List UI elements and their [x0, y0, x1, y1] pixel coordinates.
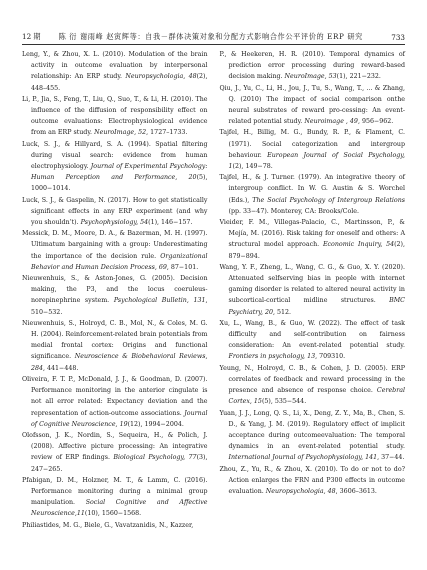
reference-pages: , 87−101. — [166, 263, 199, 271]
reference-pages: , 956−962. — [357, 118, 394, 126]
reference-text: Oliveira, F. T. P., McDonald, J. J., & Goodman, D. (2007). Performance monitoring in the anterior cingulate is not all error related: Expectancy deviation and the representation of action-outcome associations. — [22, 375, 208, 417]
reference-source: Neuropsychologia, 48 — [125, 73, 197, 81]
reference-entry — [22, 195, 208, 229]
reference-text: Yeung, N., Holroyd, C. B., & Cohen, J. D. (2005). ERP correlates of feedback and reward processing in the presence and absence of response choice. — [219, 364, 405, 395]
reference-pages: (2), 879−894. — [228, 241, 405, 260]
reference-text: Vieider, F. M., Villegas-Palacio, C., Martinsson, P., & Mejía, M. (2016). Risk taking for oneself and others: A structural model approach. — [219, 219, 405, 249]
reference-entry — [22, 228, 208, 273]
reference-source: NeuroImage, 53 — [284, 73, 337, 81]
reference-text: Luck, S. J., & Hillyard, S. A. (1994). Spatial filtering during visual search: evidence from human electrophysiology. — [22, 140, 208, 171]
reference-entry — [22, 94, 208, 139]
reference-source: International Journal of Psychophysiology, 141 — [228, 454, 378, 462]
reference-entry — [220, 318, 406, 363]
reference-text: Olofsson, J. K., Nordin, S., Sequeira, H., & Polich, J. (2008). Affective picture processing: An integrative review of ERP findings. — [22, 431, 208, 462]
reference-pages: (1), 146−157. — [148, 219, 193, 227]
reference-entry — [22, 273, 208, 318]
reference-source: European Journal of Social Psychology, 1 — [228, 151, 405, 171]
reference-entry — [22, 430, 208, 475]
reference-entry — [220, 172, 406, 217]
reference-source: Psychological Bulletin, 131 — [113, 297, 206, 305]
reference-source: Organizational Behavior and Human Decision Process, 69 — [31, 252, 208, 271]
reference-pages: (2), 448–455. — [31, 73, 208, 92]
reference-source: Neuropsychologia, 48 — [265, 487, 336, 495]
running-title: 陈 衍 谢雨峰 赵寅辉等：自我－群体决策对象和分配方式影响合作公平评价的 ERP 研究 — [58, 32, 363, 41]
reference-source: BMC Psychiatry, 20 — [228, 297, 405, 316]
reference-entry — [22, 49, 208, 94]
reference-pages: (12), 1994−2004. — [127, 420, 184, 428]
page-number: 733 — [391, 32, 405, 42]
references-columns — [22, 49, 405, 531]
reference-entry — [22, 475, 208, 520]
reference-entry — [220, 464, 406, 498]
reference-pages: (5), 1000−1014. — [31, 174, 208, 193]
reference-pages: , 510−532. — [31, 297, 208, 316]
reference-source: Economic Inquiry, 54 — [322, 241, 395, 249]
reference-text: Nieuwenhuis, S., Holroyd, C. B., Mol, N., & Coles, M. G. H. (2004). Reinforcement-related brain potentials from medial frontal cortex: Origins and functional significance. — [22, 319, 208, 361]
reference-entry — [22, 318, 208, 374]
reference-source: Neuroimage , 49 — [304, 118, 358, 126]
reference-pages: (3), 247−265. — [31, 454, 208, 473]
right-column — [220, 49, 406, 531]
reference-source: Cerebral Cortex, 15 — [228, 387, 405, 406]
reference-source: Frontiers in psychology, 13 — [228, 353, 316, 361]
reference-entry — [220, 363, 406, 408]
reference-text: Tajfel, H., & J. Turner. (1979). An integrative theory of intergroup conflict. In W. G. Austin & S. Worchel (Eds.), — [219, 174, 405, 204]
header-rule — [22, 44, 405, 45]
reference-source: Journal of Cognitive Neuroscience, 19 — [31, 409, 208, 428]
reference-source: Journal of Experimental Psychology: Human Perception and Performance, 20 — [31, 163, 208, 182]
reference-pages: (1), 221−232. — [336, 73, 381, 81]
reference-text: Zhou, Z., Yu, R., & Zhou, X. (2010). To do or not to do? Action enlarges the FRN and P300 effects in outcome evaluation. — [219, 465, 405, 495]
reference-pages: (10), 1560−1568. — [84, 510, 142, 518]
reference-text: Li, P., Jia, S., Feng, T., Liu, Q., Suo, T., & Li, H. (2010). The influence of the diffusion of responsibility effect on outcome evaluations: Electrophysiological evidence from an ERP study. — [22, 95, 208, 137]
reference-pages: (5), 535−544. — [261, 398, 307, 406]
reference-text: Luck, S. J., & Gaspelin, N. (2017). How to get statistically significant effects in any ERP experiment (and why you shouldn’t). — [22, 196, 208, 227]
reference-pages: , 709310. — [315, 353, 346, 361]
reference-entry — [22, 374, 208, 430]
reference-entry — [220, 83, 406, 128]
reference-text: Nieuwenhuis, S., & Aston-Jones, G. (2005). Decision making, the P3, and the locus coeruleus-norepinephrine system. — [22, 275, 208, 305]
reference-entry — [220, 262, 406, 318]
reference-entry — [220, 408, 406, 464]
reference-source: Psychophysiology, 54 — [80, 219, 149, 227]
reference-source: Social Cognitive and Affective Neuroscience,11 — [31, 499, 208, 518]
reference-text: Pfabigan, D. M., Holzner, M. T., & Lamm, C. (2016). Performance monitoring during a minimal group manipulation. — [22, 476, 208, 507]
reference-source: Biological Psychology, 77 — [113, 454, 197, 462]
issue-label: 12 期 — [22, 32, 41, 41]
running-header — [22, 30, 405, 44]
reference-text: Leng, Y., & Zhou, X. L. (2010). Modulation of the brain activity in outcome evaluation by interpersonal relationship: An ERP study. — [22, 51, 208, 81]
reference-pages: (pp. 33−47). Monterey, CA: Brooks/Cole. — [228, 207, 360, 215]
reference-entry — [22, 139, 208, 195]
reference-source: NeuroImage, 52 — [94, 129, 147, 137]
reference-text: Philiastides, M. G., Biele, G., Vavatzanidis, N., Kazzer, — [22, 521, 194, 529]
reference-pages: , 3606–3613. — [335, 487, 377, 495]
reference-text: Qiu, J., Yu, C., Li, H., Jou, J., Tu, S., Wang, T., ... & Zhang, Q. (2010) The impact of social comparison onthe neural substrates of reward pro-cessing: An event-related potential study. — [219, 84, 405, 126]
reference-entry — [220, 49, 406, 83]
reference-pages: , 441−448. — [43, 364, 79, 372]
reference-text: Messick, D. M., Moore, D. A., & Bazerman, M. H. (1997). Ultimatum bargaining with a group: Underestimating the importance of the decision rule. — [22, 230, 208, 260]
reference-text: P., & Heekeren, H. R. (2010). Temporal dynamics of prediction error processing during reward-based decision making. — [219, 51, 405, 81]
left-column — [22, 49, 208, 531]
reference-pages: , 1727–1733. — [146, 129, 188, 137]
reference-entry — [22, 520, 208, 531]
reference-entry — [220, 217, 406, 262]
reference-pages: (2), 149−78. — [232, 163, 273, 171]
reference-text: Xu, L., Wang, B., & Guo, W. (2022). The effect of task difficulty and self-contribution on fairness consideration: An event-related potential study. — [219, 319, 405, 350]
reference-entry — [220, 127, 406, 172]
reference-text: Tajfel, H., Billig, M. G., Bundy, R. P., & Flament, C. (1971). Social categorization and intergroup behaviour. — [219, 129, 405, 159]
reference-source: The Social Psychology of Intergroup Relations — [252, 196, 406, 204]
reference-pages: , 512. — [272, 308, 292, 316]
reference-source: Neuroscience & Biobehavioral Reviews, 284 — [31, 353, 208, 372]
reference-pages: , 37−44. — [377, 454, 405, 462]
reference-text: Yuan, J. J., Long, Q. S., Li, X., Deng, Z. Y., Ma, B., Chen, S. D., & Yang, J. M. (2019). Regulatory effect of implicit acceptance during outcomeevaluation: The temporal dynamics in an event-related potential study. — [219, 409, 405, 451]
reference-text: Wang, Y. F., Zheng, L., Wang, C. G., & Guo, X. Y. (2020). Attenuated selfserving bias in people with internet gaming disorder is related to altered neural activity in subcortical-cortical midline structures. — [219, 263, 405, 305]
